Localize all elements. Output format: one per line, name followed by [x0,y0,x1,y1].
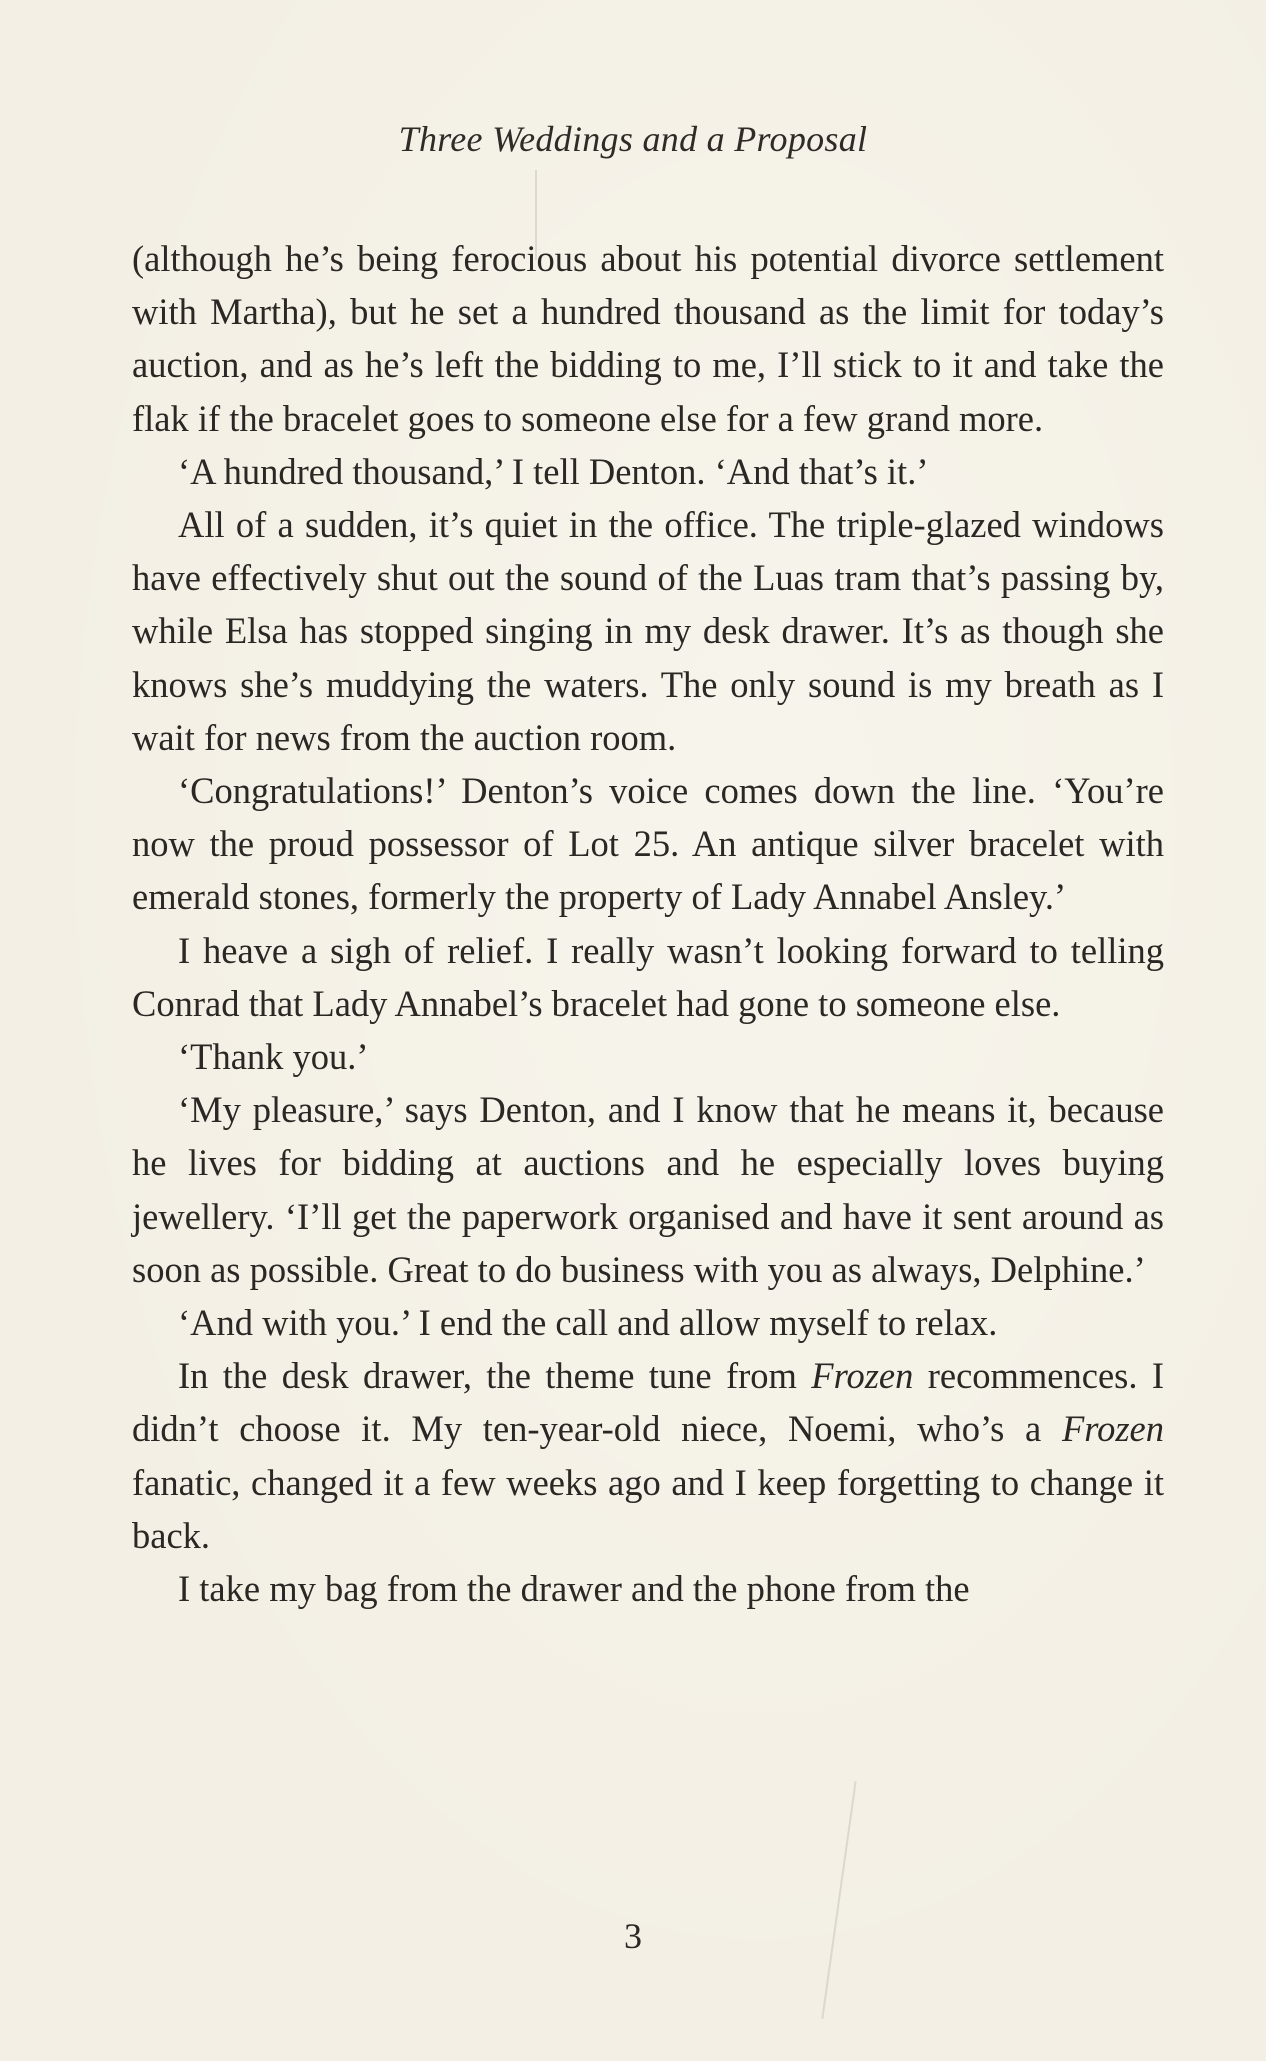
paragraph-5: I heave a sigh of relief. I really wasn’t looking forward to telling Conrad that Lady Annabel’s bracelet had gone to someone else. [132,929,1164,1024]
paragraph-3: All of a sudden, it’s quiet in the office. The triple-glazed windows have effectively shut out the sound of the Luas tram that’s passing by, while Elsa has stopped singing in my desk drawer. It’s as though she knows she’s muddying the waters. The only sound is my breath as I wait for news from the auction room. [132,504,1164,758]
paragraph-6: ‘Thank you.’ [178,1036,369,1078]
paragraph-9-part-c: recommences. I didn’t choose it. My ten-year-old niece, Noemi, who’s a [132,1355,1164,1450]
paragraph-7: ‘My pleasure,’ says Denton, and I know that he means it, because he lives for bidding at auctions and he especially loves buying jewellery. ‘I’ll get the paperwork organised and have it sent around as soon as possible. Great to do business with you as always, Delphine.’ [132,1089,1164,1290]
scan-smudge-line [535,170,537,260]
frozen-title-2: Frozen [1061,1408,1164,1450]
frozen-title-1: Frozen [811,1355,914,1397]
body-text [132,232,1164,1615]
paragraph-2: ‘A hundred thousand,’ I tell Denton. ‘And that’s it.’ [178,450,929,492]
paragraph-1: (although he’s being ferocious about his potential divorce settlement with Martha), but he set a hundred thousand as the limit for today’s auction, and as he’s left the bidding to me, I’ll stick to it and take the flak if the bracelet goes to someone else for a few grand more. [132,238,1164,439]
paragraph-9-part-e: fanatic, changed it a few weeks ago and I keep forgetting to change it back. [132,1461,1164,1556]
scan-smudge-line [821,1781,856,2019]
paragraph-9-part-a: In the desk drawer, the theme tune from [178,1355,812,1397]
page-number: 3 [624,1916,642,1956]
paragraph-8: ‘And with you.’ I end the call and allow myself to relax. [178,1302,998,1344]
paragraph-4: ‘Congratulations!’ Denton’s voice comes down the line. ‘You’re now the proud possessor of Lot 25. An antique silver bracelet with emerald stones, formerly the property of Lady Annabel Ansley.’ [132,770,1164,918]
paragraph-10: I take my bag from the drawer and the phone from the [178,1568,970,1610]
paragraph-9 [132,1349,1164,1562]
running-head-title: Three Weddings and a Proposal [398,119,868,159]
